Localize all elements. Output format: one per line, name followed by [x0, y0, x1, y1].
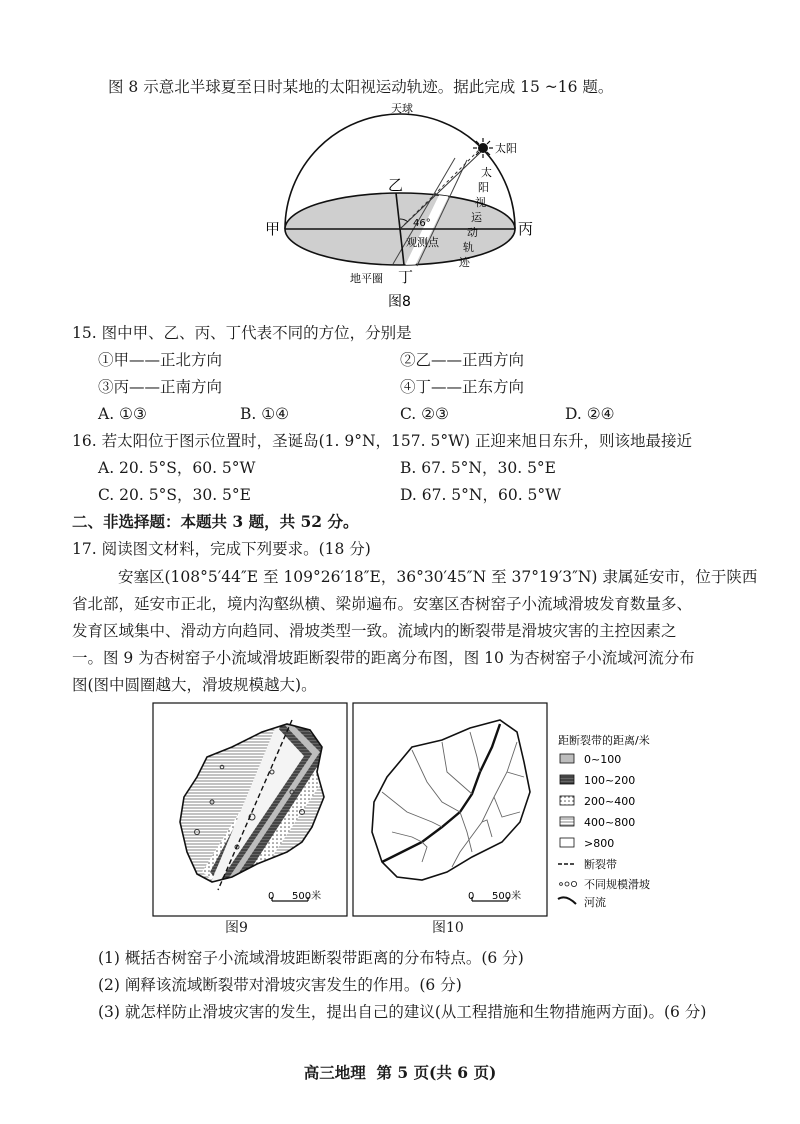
figure-9-caption: 图9	[225, 920, 248, 936]
legend-label-5: >800	[584, 837, 615, 850]
q17-material-line-5: 图(图中圆圈越大，滑坡规模越大)。	[72, 676, 317, 694]
legend-title: 距断裂带的距离/米	[558, 734, 650, 747]
q15-statement-1: ①甲——正北方向	[98, 351, 223, 369]
scale-label-10: 500米	[492, 891, 522, 902]
svg-text:视: 视	[475, 196, 486, 209]
legend-label-2: 100~200	[584, 774, 636, 787]
figure-8-sun-path-diagram	[255, 98, 555, 313]
legend-label-4: 400~800	[584, 816, 636, 829]
svg-text:运: 运	[471, 211, 482, 224]
svg-text:动: 动	[467, 226, 478, 239]
figure-9-fault-distance-map	[152, 702, 348, 917]
page-footer: 高三地理 第 5 页(共 6 页)	[303, 1063, 497, 1082]
q15-statement-2: ②乙——正西方向	[400, 351, 525, 369]
svg-text:轨: 轨	[463, 241, 474, 254]
q16-option-d: D. 67. 5°N，60. 5°W	[400, 486, 562, 504]
figure-8-caption: 图8	[388, 294, 411, 310]
map-legend	[556, 728, 706, 908]
q16-stem: 16. 若太阳位于图示位置时，圣诞岛(1. 9°N，157. 5°W) 正迎来旭日东升，则该地最接近	[72, 432, 692, 450]
legend-swatch-2	[560, 775, 574, 784]
q17-part-2: (2) 阐释该流域断裂带对滑坡灾害发生的作用。(6 分)	[98, 976, 462, 994]
label-observer: 观测点	[406, 236, 439, 249]
label-sun: 太阳	[495, 142, 517, 155]
q16-option-c: C. 20. 5°S，30. 5°E	[98, 486, 251, 504]
q17-part-1: (1) 概括杏树窑子小流域滑坡距断裂带距离的分布特点。(6 分)	[98, 949, 524, 967]
q17-material-line-3: 发育区域集中、滑动方向趋同、滑坡类型一致。流域内的断裂带是滑坡灾害的主控因素之	[72, 622, 677, 640]
legend-swatch-4	[560, 817, 574, 826]
scale-zero: 0	[268, 891, 275, 902]
q17-material-line-1: 安塞区(108°5′44″E 至 109°26′18″E，36°30′45″N 至 37°19′3″N) 隶属延安市，位于陕西	[118, 568, 758, 586]
figure-10-caption: 图10	[432, 920, 464, 936]
legend-landslide-label: 不同规模滑坡	[584, 878, 650, 891]
legend-label-3: 200~400	[584, 795, 636, 808]
label-jia: 甲	[265, 220, 281, 238]
q15-stem: 15. 图中甲、乙、丙、丁代表不同的方位，分别是	[72, 324, 412, 342]
q17-stem: 17. 阅读图文材料，完成下列要求。(18 分)	[72, 540, 371, 558]
legend-fault-label: 断裂带	[584, 858, 617, 871]
legend-swatch-3	[560, 796, 574, 805]
label-ding: 丁	[398, 268, 414, 286]
label-angle: 46°	[413, 218, 431, 229]
q15-option-c: C. ②③	[400, 405, 449, 423]
scale-label: 500米	[292, 891, 322, 902]
q15-option-d: D. ②④	[565, 405, 615, 423]
svg-text:太: 太	[481, 166, 492, 179]
sun-icon	[473, 138, 493, 158]
legend-river-symbol	[558, 897, 576, 904]
q15-statement-3: ③丙——正南方向	[98, 378, 223, 396]
legend-swatch-1	[560, 754, 574, 763]
q17-part-3: (3) 就怎样防止滑坡灾害的发生，提出自己的建议(从工程措施和生物措施两方面)。(6 分)	[98, 1003, 707, 1021]
q15-statement-4: ④丁——正东方向	[400, 378, 525, 396]
scale-zero-10: 0	[468, 891, 475, 902]
legend-river-label: 河流	[584, 896, 606, 908]
label-yi: 乙	[388, 176, 404, 194]
q16-option-a: A. 20. 5°S，60. 5°W	[98, 459, 256, 477]
q16-option-b: B. 67. 5°N，30. 5°E	[400, 459, 556, 477]
intro-text: 图 8 示意北半球夏至日时某地的太阳视运动轨迹。据此完成 15 ~16 题。	[108, 78, 614, 96]
q17-material-line-2: 省北部，延安市正北，境内沟壑纵横、梁峁遍布。安塞区杏树窑子小流域滑坡发育数量多、	[72, 595, 693, 613]
legend-label-1: 0~100	[584, 753, 622, 766]
label-bing: 丙	[518, 220, 534, 238]
section-2-heading: 二、非选择题：本题共 3 题，共 52 分。	[72, 512, 359, 531]
figure-10-river-map	[352, 702, 548, 917]
label-horizon: 地平圈	[350, 272, 383, 285]
label-celestial-sphere: 天球	[391, 102, 413, 115]
q15-option-b: B. ①④	[240, 405, 290, 423]
legend-landslide-symbol	[560, 881, 577, 886]
q15-option-a: A. ①③	[98, 405, 147, 423]
q17-material-line-4: 一。图 9 为杏树窑子小流域滑坡距断裂带的距离分布图，图 10 为杏树窑子小流域河流分布	[72, 649, 695, 667]
svg-text:阳: 阳	[478, 181, 489, 194]
legend-swatch-5	[560, 838, 574, 847]
svg-text:迹: 迹	[459, 256, 470, 269]
